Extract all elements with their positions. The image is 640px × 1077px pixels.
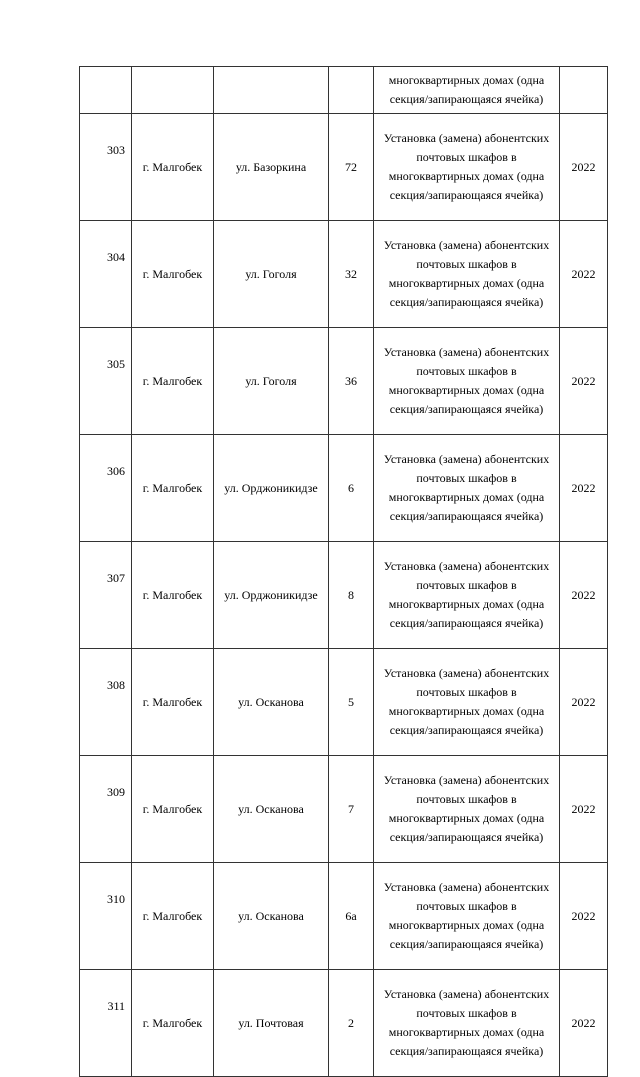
street-cell: ул. Орджоникидзе xyxy=(214,435,329,542)
year-cell: 2022 xyxy=(560,328,608,435)
description-cell: Установка (замена) абонентских почтовых шкафов в многоквартирных домах (одна секция/запирающаяся ячейка) xyxy=(374,435,560,542)
year-cell: 2022 xyxy=(560,114,608,221)
description-cell: Установка (замена) абонентских почтовых шкафов в многоквартирных домах (одна секция/запирающаяся ячейка) xyxy=(374,970,560,1077)
house-cell: 36 xyxy=(329,328,374,435)
table-row-continuation xyxy=(80,67,608,114)
house-cell: 32 xyxy=(329,221,374,328)
street-cell xyxy=(214,67,329,114)
house-cell: 7 xyxy=(329,756,374,863)
row-number-cell: 305 xyxy=(80,328,132,435)
table-row xyxy=(80,756,608,863)
house-cell xyxy=(329,67,374,114)
description-cell: Установка (замена) абонентских почтовых шкафов в многоквартирных домах (одна секция/запирающаяся ячейка) xyxy=(374,863,560,970)
row-number-cell xyxy=(80,67,132,114)
street-cell: ул. Осканова xyxy=(214,756,329,863)
city-cell: г. Малгобек xyxy=(132,328,214,435)
city-cell: г. Малгобек xyxy=(132,756,214,863)
table-row xyxy=(80,649,608,756)
house-cell: 8 xyxy=(329,542,374,649)
year-cell: 2022 xyxy=(560,542,608,649)
table-row xyxy=(80,221,608,328)
street-cell: ул. Осканова xyxy=(214,649,329,756)
description-cell: многоквартирных домах (одна секция/запирающаяся ячейка) xyxy=(374,67,560,114)
city-cell: г. Малгобек xyxy=(132,863,214,970)
row-number-cell: 303 xyxy=(80,114,132,221)
table-row xyxy=(80,542,608,649)
city-cell: г. Малгобек xyxy=(132,970,214,1077)
description-cell: Установка (замена) абонентских почтовых шкафов в многоквартирных домах (одна секция/запирающаяся ячейка) xyxy=(374,542,560,649)
year-cell: 2022 xyxy=(560,221,608,328)
table-row xyxy=(80,435,608,542)
city-cell xyxy=(132,67,214,114)
year-cell: 2022 xyxy=(560,756,608,863)
table-row xyxy=(80,863,608,970)
year-cell: 2022 xyxy=(560,863,608,970)
house-cell: 6а xyxy=(329,863,374,970)
description-cell: Установка (замена) абонентских почтовых шкафов в многоквартирных домах (одна секция/запирающаяся ячейка) xyxy=(374,114,560,221)
street-cell: ул. Гоголя xyxy=(214,221,329,328)
house-cell: 5 xyxy=(329,649,374,756)
street-cell: ул. Орджоникидзе xyxy=(214,542,329,649)
table-body xyxy=(80,67,608,1077)
house-cell: 72 xyxy=(329,114,374,221)
year-cell: 2022 xyxy=(560,649,608,756)
city-cell: г. Малгобек xyxy=(132,542,214,649)
description-cell: Установка (замена) абонентских почтовых шкафов в многоквартирных домах (одна секция/запирающаяся ячейка) xyxy=(374,649,560,756)
description-cell: Установка (замена) абонентских почтовых шкафов в многоквартирных домах (одна секция/запирающаяся ячейка) xyxy=(374,328,560,435)
street-cell: ул. Базоркина xyxy=(214,114,329,221)
row-number-cell: 309 xyxy=(80,756,132,863)
row-number-cell: 308 xyxy=(80,649,132,756)
city-cell: г. Малгобек xyxy=(132,114,214,221)
table-row xyxy=(80,114,608,221)
description-cell: Установка (замена) абонентских почтовых шкафов в многоквартирных домах (одна секция/запирающаяся ячейка) xyxy=(374,756,560,863)
year-cell: 2022 xyxy=(560,435,608,542)
row-number-cell: 306 xyxy=(80,435,132,542)
street-cell: ул. Почтовая xyxy=(214,970,329,1077)
row-number-cell: 311 xyxy=(80,970,132,1077)
table-row xyxy=(80,970,608,1077)
year-cell: 2022 xyxy=(560,970,608,1077)
row-number-cell: 307 xyxy=(80,542,132,649)
description-cell: Установка (замена) абонентских почтовых шкафов в многоквартирных домах (одна секция/запирающаяся ячейка) xyxy=(374,221,560,328)
street-cell: ул. Гоголя xyxy=(214,328,329,435)
document-table xyxy=(79,66,608,1077)
row-number-cell: 310 xyxy=(80,863,132,970)
city-cell: г. Малгобек xyxy=(132,221,214,328)
table-row xyxy=(80,328,608,435)
row-number-cell: 304 xyxy=(80,221,132,328)
house-cell: 2 xyxy=(329,970,374,1077)
city-cell: г. Малгобек xyxy=(132,649,214,756)
year-cell xyxy=(560,67,608,114)
city-cell: г. Малгобек xyxy=(132,435,214,542)
street-cell: ул. Осканова xyxy=(214,863,329,970)
house-cell: 6 xyxy=(329,435,374,542)
